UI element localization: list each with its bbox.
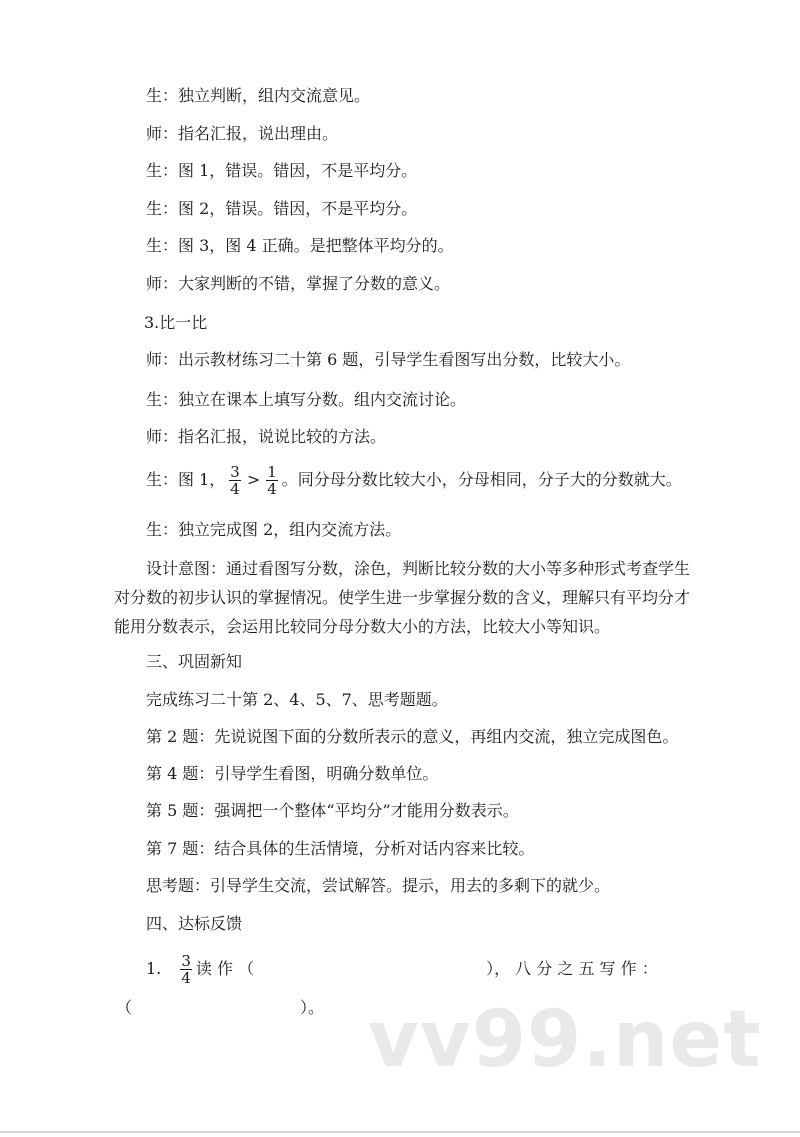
text-line: 生：独立判断，组内交流意见。 xyxy=(146,86,371,105)
text-line: 第 2 题：先说说图下面的分数所表示的意义，再组内交流，独立完成图色。 xyxy=(146,727,679,746)
open-paren: （ xyxy=(116,998,133,1017)
question-1 xyxy=(146,952,658,986)
text-line: 完成练习二十第 2、4、5、7、思考题题。 xyxy=(146,690,448,709)
text-line: 生：图 2，错误。错因，不是平均分。 xyxy=(146,199,418,218)
text-line: 师：大家判断的不错，掌握了分数的意义。 xyxy=(146,274,451,293)
text-line: 生：独立完成图 2，组内交流方法。 xyxy=(146,520,402,539)
fraction-one-quarter: $\frac{1}{4}$ xyxy=(267,463,277,498)
compare-prefix: 生：图 1， xyxy=(146,470,226,489)
section-heading: 三、巩固新知 xyxy=(146,652,243,671)
text-line: 生：图 3，图 4 正确。是把整体平均分的。 xyxy=(146,236,454,255)
text-line: 第 4 题：引导学生看图，明确分数单位。 xyxy=(146,764,439,783)
design-intent-paragraph: 设计意图：通过看图写分数，涂色，判断比较分数的大小等多种形式考查学生对分数的初步认识的掌握情况。使学生进一步掌握分数的含义，理解只有平均分才能用分数表示，会运用比较同分母分数大小的方法，比较大小等知识。 xyxy=(114,559,691,636)
compare-line xyxy=(146,463,682,497)
text-line: 第 5 题：强调把一个整体“平均分”才能用分数表示。 xyxy=(146,801,519,820)
fraction-three-quarters: $\frac{3}{4}$ xyxy=(230,463,240,498)
text-line: 师：指名汇报，说说比较的方法。 xyxy=(146,427,387,446)
subheading: 3.比一比 xyxy=(144,313,208,332)
compare-suffix: 。同分母分数比较大小，分母相同，分子大的分数就大。 xyxy=(281,470,682,489)
text-line: 师：指名汇报，说出理由。 xyxy=(146,124,339,143)
question-1-continued xyxy=(116,998,324,1018)
text-line: 第 7 题：结合具体的生活情境，分析对话内容来比较。 xyxy=(146,839,535,858)
section-heading: 四、达标反馈 xyxy=(146,914,243,933)
text-line: 生：图 1，错误。错因，不是平均分。 xyxy=(146,161,418,180)
text-line: 生：独立在课本上填写分数。组内交流讨论。 xyxy=(146,390,467,409)
question-write-as: ）， 八 分 之 五 写 作 ： xyxy=(486,959,658,978)
fraction-three-quarters: $\frac{3}{4}$ xyxy=(181,952,191,987)
page-bottom-divider xyxy=(0,1131,800,1133)
text-line: 思考题：引导学生交流，尝试解答。提示，用去的多剩下的就少。 xyxy=(146,876,611,895)
question-number: 1. xyxy=(146,959,162,978)
text-line: 师：出示教材练习二十第 6 题，引导学生看图写出分数，比较大小。 xyxy=(146,350,631,369)
greater-than-sign: > xyxy=(246,470,261,489)
watermark-text: vv99.net xyxy=(368,995,762,1085)
question-read-as: 读 作 （ xyxy=(195,959,255,978)
close-paren: ）。 xyxy=(300,998,325,1017)
